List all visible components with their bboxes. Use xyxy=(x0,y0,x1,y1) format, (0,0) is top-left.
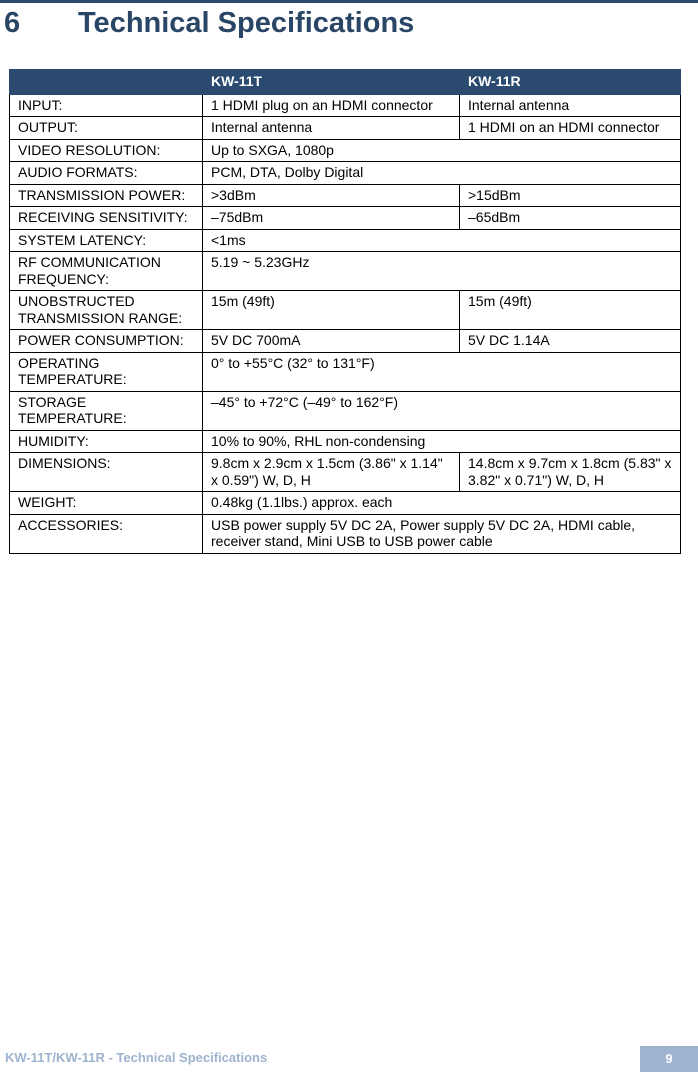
row-label: INPUT: xyxy=(10,94,203,117)
kw-11r-value: >15dBm xyxy=(460,184,681,207)
row-label: ACCESSORIES: xyxy=(10,514,203,553)
kw-11t-value: 9.8cm x 2.9cm x 1.5cm (3.86" x 1.14" x 0.59") W, D, H xyxy=(203,453,460,492)
kw-11r-value: 15m (49ft) xyxy=(460,291,681,330)
table-row xyxy=(10,330,681,353)
row-label: RECEIVING SENSITIVITY: xyxy=(10,207,203,230)
row-label: UNOBSTRUCTED TRANSMISSION RANGE: xyxy=(10,291,203,330)
shared-value: <1ms xyxy=(203,229,681,252)
row-label: OUTPUT: xyxy=(10,117,203,140)
table-row xyxy=(10,291,681,330)
row-label: OPERATING TEMPERATURE: xyxy=(10,352,203,391)
kw-11t-value: –75dBm xyxy=(203,207,460,230)
kw-11t-value: 15m (49ft) xyxy=(203,291,460,330)
table-header-row xyxy=(10,70,681,95)
row-label: TRANSMISSION POWER: xyxy=(10,184,203,207)
row-label: DIMENSIONS: xyxy=(10,453,203,492)
table-row xyxy=(10,391,681,430)
kw-11r-value: 5V DC 1.14A xyxy=(460,330,681,353)
row-label: AUDIO FORMATS: xyxy=(10,162,203,185)
row-label: POWER CONSUMPTION: xyxy=(10,330,203,353)
shared-value: 10% to 90%, RHL non-condensing xyxy=(203,430,681,453)
row-label: VIDEO RESOLUTION: xyxy=(10,139,203,162)
footer-title: KW-11T/KW-11R - Technical Specifications xyxy=(5,1050,268,1065)
shared-value: PCM, DTA, Dolby Digital xyxy=(203,162,681,185)
table-row xyxy=(10,352,681,391)
shared-value: 0° to +55°C (32° to 131°F) xyxy=(203,352,681,391)
table-row xyxy=(10,430,681,453)
kw-11t-value: >3dBm xyxy=(203,184,460,207)
row-label: HUMIDITY: xyxy=(10,430,203,453)
kw-11t-value: 1 HDMI plug on an HDMI connector xyxy=(203,94,460,117)
shared-value: 5.19 ~ 5.23GHz xyxy=(203,252,681,291)
header-cell-empty xyxy=(10,70,203,95)
table-row xyxy=(10,492,681,515)
table-row xyxy=(10,453,681,492)
table-row xyxy=(10,162,681,185)
shared-value: 0.48kg (1.1lbs.) approx. each xyxy=(203,492,681,515)
row-label: STORAGE TEMPERATURE: xyxy=(10,391,203,430)
table-row xyxy=(10,229,681,252)
row-label: RF COMMUNICATION FREQUENCY: xyxy=(10,252,203,291)
shared-value: –45° to +72°C (–49° to 162°F) xyxy=(203,391,681,430)
page-number-badge: 9 xyxy=(640,1046,698,1072)
header-cell-kw-11r: KW-11R xyxy=(460,70,681,95)
kw-11r-value: Internal antenna xyxy=(460,94,681,117)
table-row xyxy=(10,117,681,140)
header-cell-kw-11t: KW-11T xyxy=(203,70,460,95)
kw-11r-value: 1 HDMI on an HDMI connector xyxy=(460,117,681,140)
section-number: 6 xyxy=(4,7,21,39)
kw-11t-value: Internal antenna xyxy=(203,117,460,140)
table-row xyxy=(10,207,681,230)
page-title xyxy=(4,6,414,40)
table-row xyxy=(10,94,681,117)
section-title: Technical Specifications xyxy=(78,7,415,39)
table-row xyxy=(10,514,681,553)
kw-11r-value: –65dBm xyxy=(460,207,681,230)
table-row xyxy=(10,252,681,291)
kw-11r-value: 14.8cm x 9.7cm x 1.8cm (5.83" x 3.82" x 0.71") W, D, H xyxy=(460,453,681,492)
kw-11t-value: 5V DC 700mA xyxy=(203,330,460,353)
row-label: SYSTEM LATENCY: xyxy=(10,229,203,252)
shared-value: Up to SXGA, 1080p xyxy=(203,139,681,162)
table-row xyxy=(10,184,681,207)
row-label: WEIGHT: xyxy=(10,492,203,515)
table-row xyxy=(10,139,681,162)
specifications-table xyxy=(9,69,681,554)
top-rule xyxy=(0,0,698,3)
shared-value: USB power supply 5V DC 2A, Power supply 5V DC 2A, HDMI cable, receiver stand, Mini USB to USB power cable xyxy=(203,514,681,553)
